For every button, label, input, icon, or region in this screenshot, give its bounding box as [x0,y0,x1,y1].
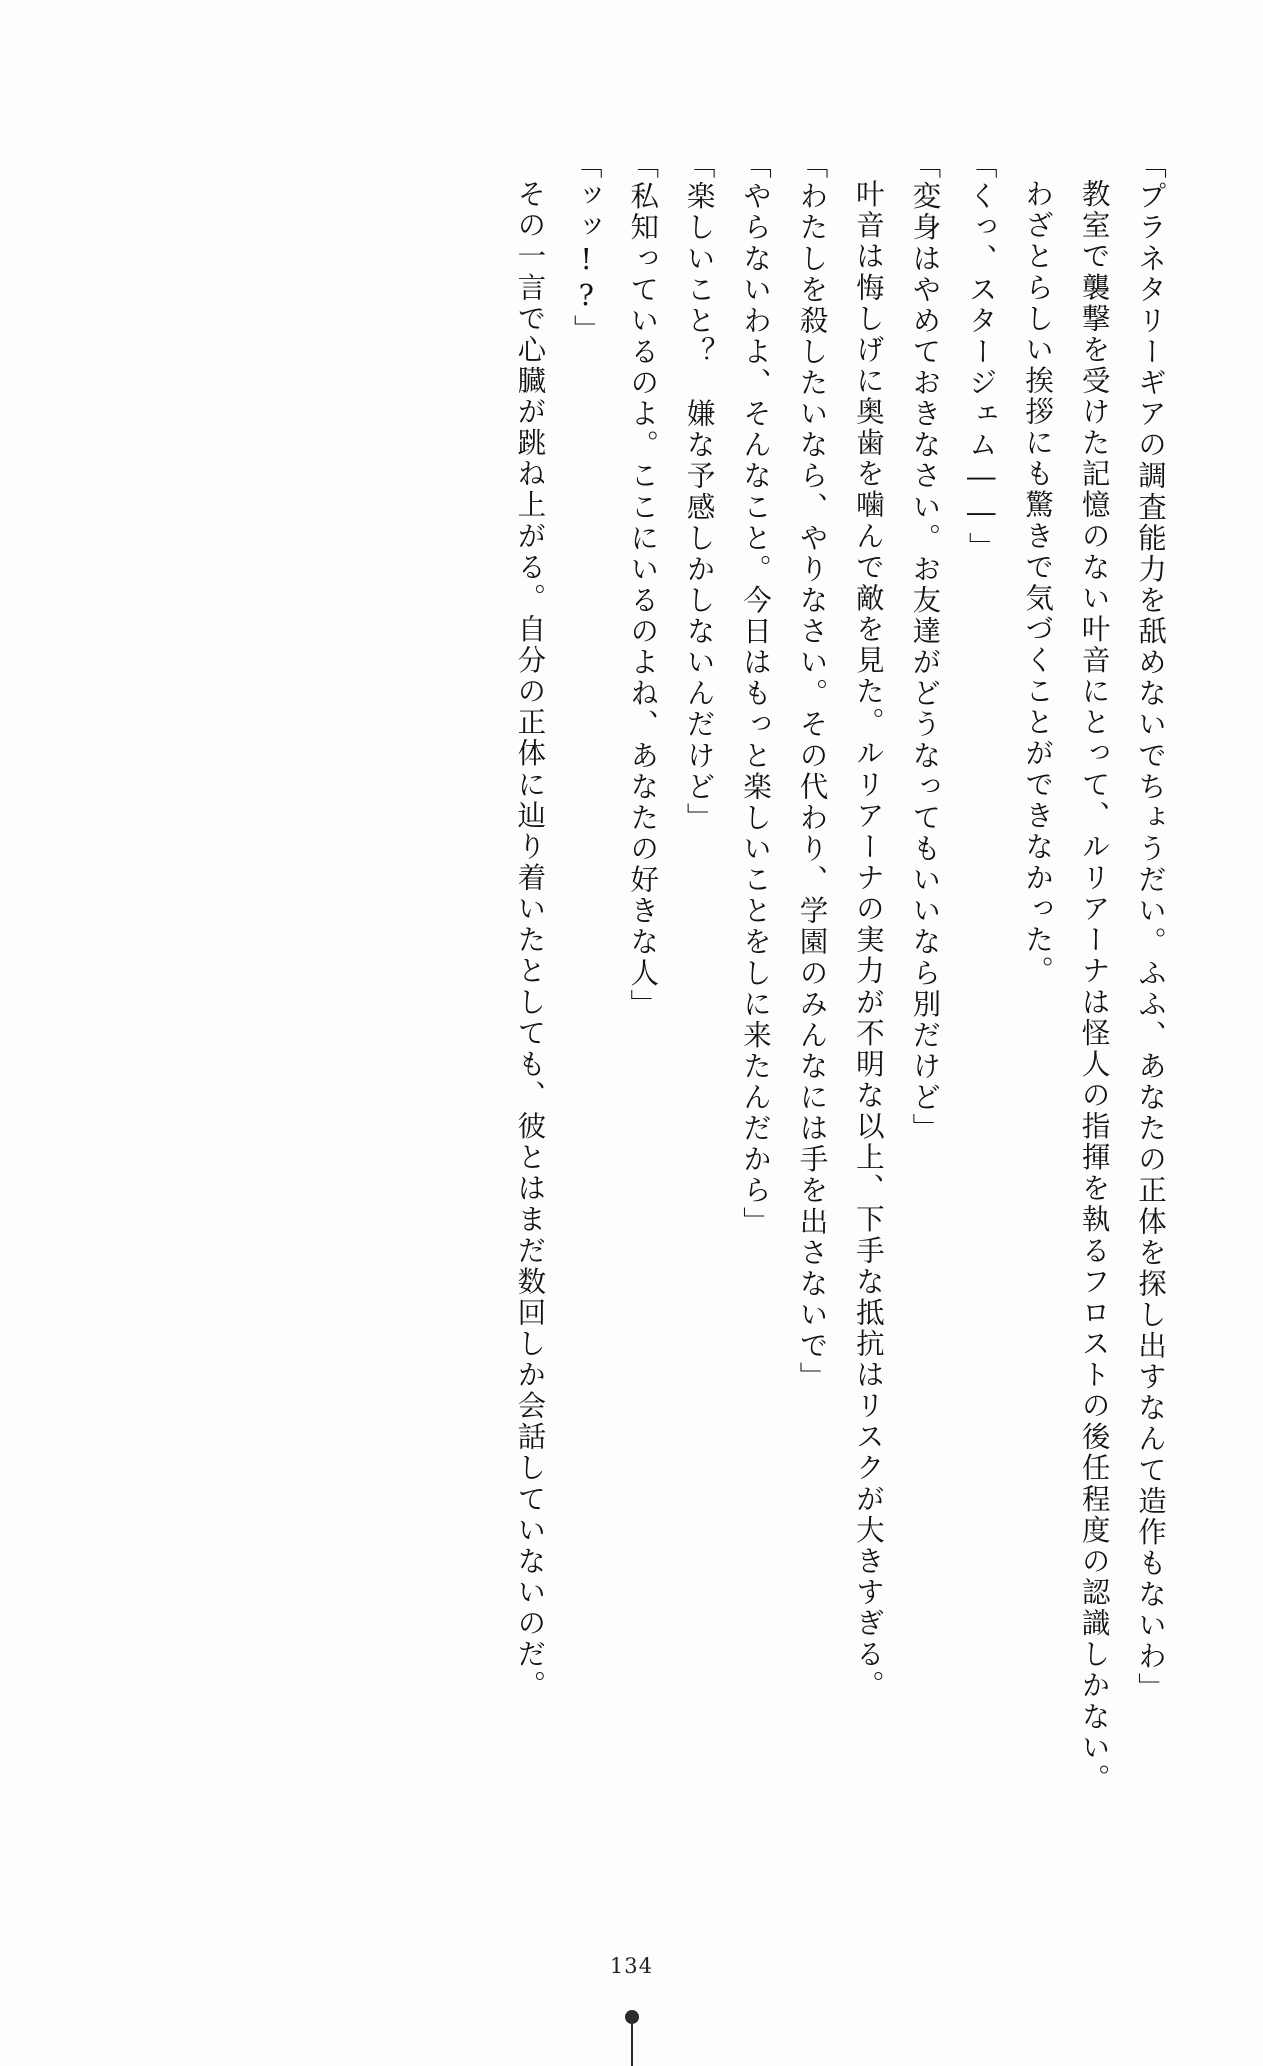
paragraph: 「変身はやめておきなさい。お友達がどうなってもいいなら別だけど」 [908,150,942,1145]
paragraph: 「くっ、スタージェム――」 [964,150,998,563]
gutter-line [631,2024,633,2066]
paragraph: 「プラネタリーギアの調査能力を舐めないでちょうだい。ふふ、あなたの正体を探し出すなんて造作もないわ」 [1134,150,1167,1704]
vertical-text-body [108,150,1178,1830]
paragraph: 「わたしを殺したいなら、やりなさい。その代わり、学園のみんなには手を出さないで」 [795,150,829,1393]
paragraph: 「やらないわよ、そんなこと。今日はもっと楽しいことをしに来たんだから」 [739,150,773,1238]
paragraph: 叶音は悔しげに奥歯を噛んで敵を見た。ルリアーナの実力が不明な以上、下手な抵抗はリスクが大きすぎる。 [851,178,885,1701]
paragraph: 「ッッ!?」 [569,150,603,346]
gutter-mark-icon [625,2010,639,2066]
page-number: 134 [609,1954,654,1978]
gutter-dot [625,2010,639,2024]
paragraph: わざとらしい挨拶にも驚きで気づくことができなかった。 [1021,178,1055,987]
paragraph: 「楽しいこと？ 嫌な予感しかしないんだけど」 [682,150,716,834]
paragraph: 「私知っているのよ。ここにいるのよね、あなたの好きな人」 [626,150,660,1020]
paragraph: その一言で心臓が跳ね上がる。自分の正体に辿り着いたとしても、彼とはまだ数回しか会話していないのだ。 [513,178,547,1701]
paragraph: 教室で襲撃を受けた記憶のない叶音にとって、ルリアーナは怪人の指揮を執るフロストの後任程度の認識しかない。 [1077,178,1111,1794]
